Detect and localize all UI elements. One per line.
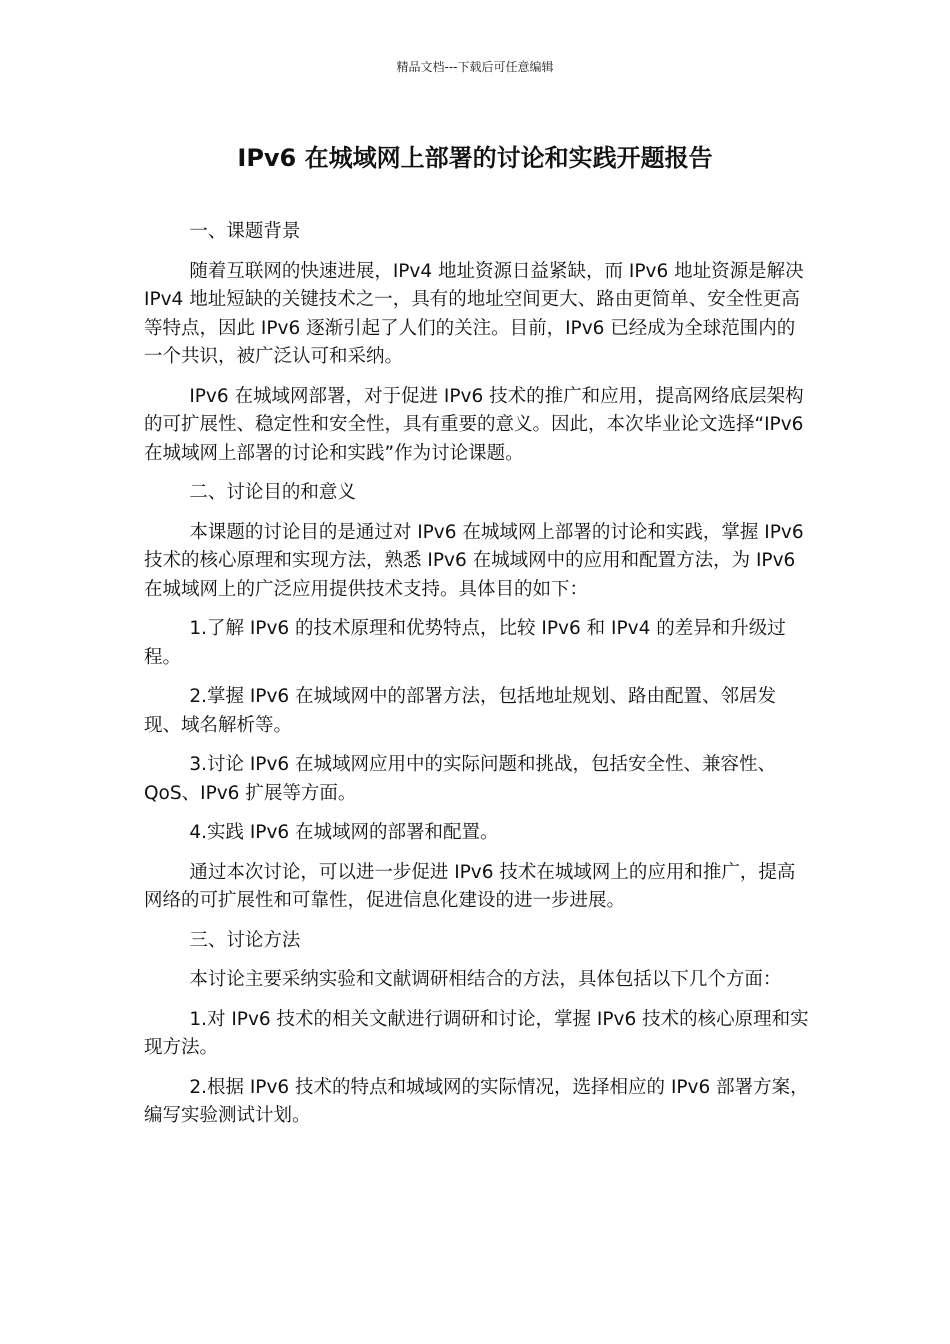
list-item: 1.了解 IPv6 的技术原理和优势特点，比较 IPv6 和 IPv4 的差异和升级过程。 [144,618,786,668]
paragraph: 通过本次讨论，可以进一步促进 IPv6 技术在城域网上的应用和推广，提高网络的可扩展性和可靠性，促进信息化建设的进一步进展。 [144,861,796,911]
paragraph: 本课题的讨论目的是通过对 IPv6 在城域网上部署的讨论和实践，掌握 IPv6 技术的核心原理和实现方法，熟悉 IPv6 在城域网中的应用和配置方法，为 IPv6 在城域网上的广泛应用提供技术支持。具体目的如下： [144,521,804,600]
paragraph: 随着互联网的快速进展，IPv4 地址资源日益紧缺，而 IPv6 地址资源是解决 IPv4 地址短缺的关键技术之一，具有的地址空间更大、路由更简单、安全性更高等特点，因此 IPv6 逐渐引起了人们的关注。目前，IPv6 已经成为全球范围内的一个共识，被广泛认可和采纳。 [144,260,804,367]
header-note: 精品文档---下载后可任意编辑 [396,60,554,74]
paragraph: 本讨论主要采纳实验和文献调研相结合的方法，具体包括以下几个方面： [189,969,782,990]
document-body [144,218,810,1142]
list-item: 3.讨论 IPv6 在城域网应用中的实际问题和挑战，包括安全性、兼容性、QoS、IPv6 扩展等方面。 [144,754,777,804]
paragraph: IPv6 在城域网部署，对于促进 IPv6 技术的推广和应用，提高网络底层架构的可扩展性、稳定性和安全性，具有重要的意义。因此，本次毕业论文选择“IPv6 在城域网上部署的讨论和实践”作为讨论课题。 [144,385,804,464]
page-title: IPv6 在城域网上部署的讨论和实践开题报告 [237,144,713,172]
list-item: 1.对 IPv6 技术的相关文献进行调研和讨论，掌握 IPv6 技术的核心原理和实现方法。 [144,1008,809,1058]
section-heading-method: 三、讨论方法 [189,929,301,951]
section-heading-background: 一、课题背景 [189,221,301,242]
list-item: 2.掌握 IPv6 在城域网中的部署方法，包括地址规划、路由配置、邻居发现、域名解析等。 [144,686,777,736]
section-heading-purpose: 二、讨论目的和意义 [189,482,356,503]
list-item: 2.根据 IPv6 技术的特点和城域网的实际情况，选择相应的 IPv6 部署方案，编写实验测试计划。 [144,1076,809,1126]
list-item: 4.实践 IPv6 在城域网的部署和配置。 [189,822,499,843]
